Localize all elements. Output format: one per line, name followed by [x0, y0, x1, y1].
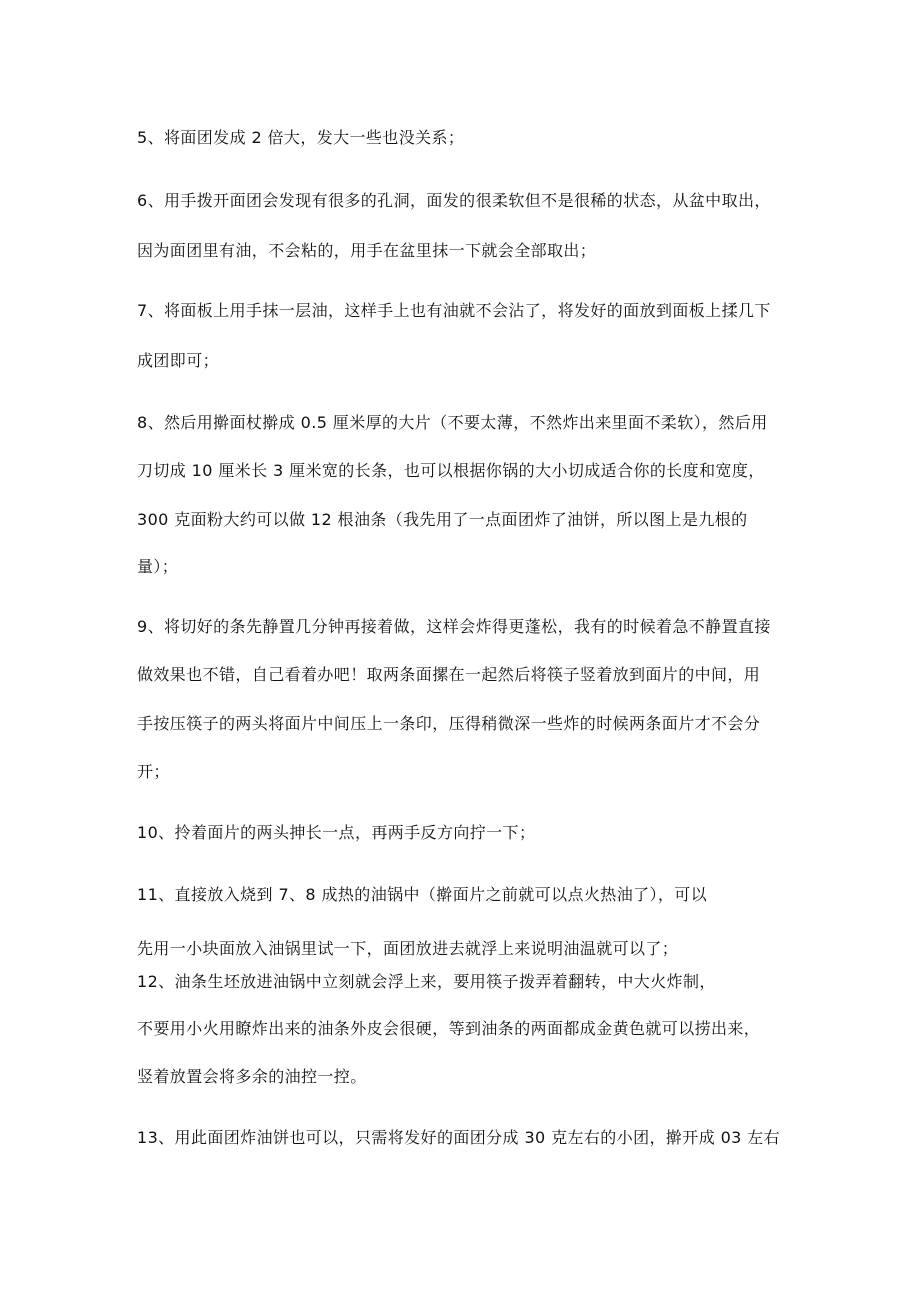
step-9-line-3: 手按压筷子的两头将面片中间压上一条印，压得稍微深一些炸的时候两条面片才不会分 — [137, 714, 761, 733]
step-12-line-1: 12、油条生坯放进油锅中立刻就会浮上来，要用筷子拨弄着翻转，中大火炸制， — [137, 972, 716, 991]
step-7-line-2: 成团即可； — [137, 351, 220, 370]
step-9-line-1: 9、将切好的条先静置几分钟再接着做，这样会炸得更蓬松，我有的时候着急不静置直接 — [137, 617, 771, 636]
step-11-line-1: 11、直接放入烧到 7、8 成热的油锅中（擀面片之前就可以点火热油了），可以 — [137, 885, 708, 904]
step-6-line-2: 因为面团里有油，不会粘的，用手在盆里抹一下就会全部取出； — [137, 241, 597, 260]
step-8-line-2: 刀切成 10 厘米长 3 厘米宽的长条，也可以根据你锅的大小切成适合你的长度和宽度， — [137, 461, 765, 480]
step-5-line: 5、将面团发成 2 倍大，发大一些也没关系； — [137, 128, 465, 147]
step-8-line-3: 300 克面粉大约可以做 12 根油条（我先用了一点面团炸了油饼，所以图上是九根的 — [137, 510, 748, 529]
step-6-line-1: 6、用手拨开面团会发现有很多的孔洞，面发的很柔软但不是很稀的状态，从盆中取出， — [137, 191, 771, 210]
step-7-line-1: 7、将面板上用手抹一层油，这样手上也有油就不会沾了，将发好的面放到面板上揉几下 — [137, 301, 771, 320]
step-9-line-4: 开； — [137, 762, 170, 781]
step-12-line-2: 不要用小火用瞭炸出来的油条外皮会很硬，等到油条的两面都成金黄色就可以捞出来， — [137, 1019, 761, 1038]
step-10-line: 10、拎着面片的两头抻长一点，再两手反方向拧一下； — [137, 823, 536, 842]
step-8-line-4: 量）； — [137, 557, 179, 576]
step-13-line-1: 13、用此面团炸油饼也可以，只需将发好的面团分成 30 克左右的小团，擀开成 03 左右 — [137, 1128, 781, 1147]
step-11-line-2: 先用一小块面放入油锅里试一下，面团放进去就浮上来说明油温就可以了； — [137, 939, 679, 958]
step-12-line-3: 竖着放置会将多余的油控一控。 — [137, 1067, 367, 1086]
step-8-line-1: 8、然后用擀面杖擀成 0.5 厘米厚的大片（不要太薄，不然炸出来里面不柔软），然后用 — [137, 413, 768, 432]
step-9-line-2: 做效果也不错，自己看着办吧！取两条面摞在一起然后将筷子竖着放到面片的中间，用 — [137, 665, 761, 684]
